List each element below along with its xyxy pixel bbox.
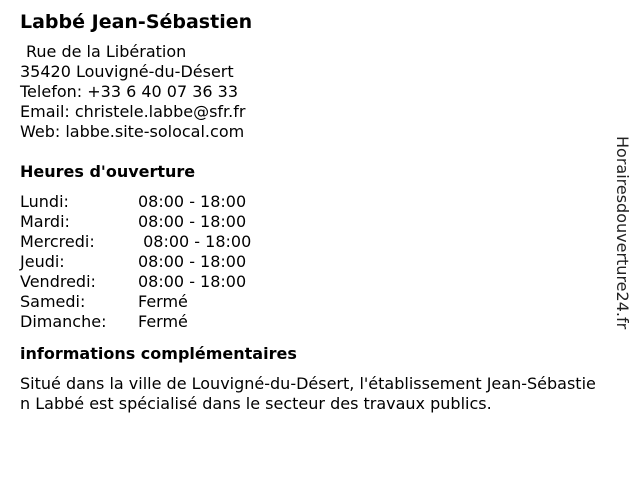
- info-text: Situé dans la ville de Louvigné-du-Désert, l'établissement Jean-Sébastien Labbé est spécialisé dans le secteur des travaux publics.: [20, 374, 596, 413]
- time-range: 08:00 - 18:00: [138, 272, 247, 291]
- time-range: Fermé: [138, 312, 188, 331]
- hours-table: [20, 192, 600, 332]
- business-name: Labbé Jean-Sébastien: [20, 11, 253, 33]
- time-range: Fermé: [138, 292, 188, 311]
- site-watermark: Horairesdouverture24.fr: [613, 136, 632, 330]
- street-address: Rue de la Libération: [26, 42, 187, 61]
- day-label: Jeudi:: [20, 252, 65, 271]
- web-line: Web: labbe.site-solocal.com: [20, 122, 245, 141]
- hours-row: [20, 232, 600, 252]
- info-heading: informations complémentaires: [20, 344, 297, 363]
- day-label: Samedi:: [20, 292, 86, 311]
- email-line: Email: christele.labbe@sfr.fr: [20, 102, 246, 121]
- city-line: 35420 Louvigné-du-Désert: [20, 62, 234, 81]
- hours-row: [20, 192, 600, 212]
- day-label: Vendredi:: [20, 272, 96, 291]
- day-label: Lundi:: [20, 192, 69, 211]
- hours-row: [20, 212, 600, 232]
- phone-line: Telefon: +33 6 40 07 36 33: [20, 82, 239, 101]
- hours-row: [20, 252, 600, 272]
- hours-row: [20, 272, 600, 292]
- time-range: 08:00 - 18:00: [138, 212, 247, 231]
- day-label: Mercredi:: [20, 232, 95, 251]
- time-range: 08:00 - 18:00: [138, 232, 252, 251]
- day-label: Dimanche:: [20, 312, 107, 331]
- hours-heading: Heures d'ouverture: [20, 162, 196, 181]
- day-label: Mardi:: [20, 212, 70, 231]
- contact-block: [20, 42, 600, 142]
- time-range: 08:00 - 18:00: [138, 252, 247, 271]
- hours-row: [20, 312, 600, 332]
- time-range: 08:00 - 18:00: [138, 192, 247, 211]
- hours-row: [20, 292, 600, 312]
- business-card: [20, 10, 600, 414]
